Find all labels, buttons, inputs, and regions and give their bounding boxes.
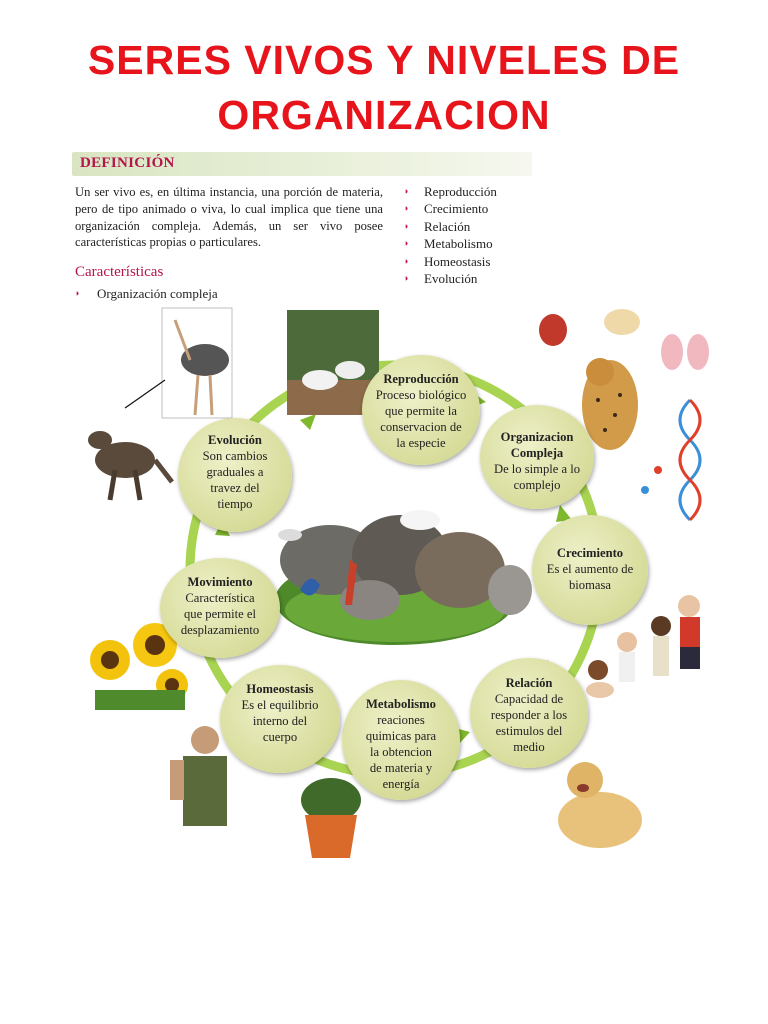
bubble-title: Movimiento [187,575,253,589]
page-title-line-1: SERES VIVOS Y NIVELES DE [87,37,681,83]
arrow-icon [300,414,316,430]
bubble-text: travez del [210,481,260,495]
list-item: ◗ Evolución [404,270,497,287]
bubble-text: interno del [252,714,308,728]
lungs-illustration [661,334,709,370]
bubble-movimiento [160,558,280,658]
bubble-text: responder a los [490,708,568,722]
bubble-text: desplazamiento [180,623,260,637]
bubble-text: estimulos del [495,724,563,738]
bubble-metabolismo [342,680,460,800]
bubble-text: Es el aumento de [546,562,634,576]
man-illustration [170,726,227,826]
bubble-reproduccion [362,355,480,465]
bubble-organizacion-compleja [480,405,594,509]
bubble-text: complejo [513,478,561,492]
bubble-text: cuerpo [262,730,298,744]
bubble-text: que permite la [384,404,458,418]
bubble-text: Capacidad de [494,692,564,706]
list-item: ◗ Reproducción [404,183,497,200]
bubble-title: Reproducción [383,372,459,386]
bubble-text: la obtencion [370,745,432,759]
definition-heading: DEFINICIÓN [80,155,175,171]
bubble-title: Relación [505,676,553,690]
bubble-text: reaciones [377,713,425,727]
bubble-title: Homeostasis [246,682,314,696]
bubble-title: Crecimiento [556,546,624,560]
page-title-line-2: ORGANIZACION [217,92,551,138]
bubble-text: Es el equilibrio [241,698,319,712]
bubble-text: conservacion de [380,420,462,434]
bubble-relacion [470,658,588,768]
bubble-crecimiento [532,515,648,625]
bubble-text: de materia y [369,761,433,775]
list-item: ◗ Metabolismo [404,235,497,252]
bubble-text: biomasa [569,578,611,592]
bubble-title: Organizacion [500,430,574,444]
bubble-text: que permite el [183,607,257,621]
dinosaur-illustration [80,420,175,515]
bubble-homeostasis [220,665,340,773]
bubble-text: Proceso biológico [375,388,467,402]
list-item: ◗ Relación [404,218,497,235]
bubble-text: medio [513,740,545,754]
list-item: ◗ Organización compleja [75,285,218,302]
bubble-evolucion [178,418,292,532]
bubble-title: Metabolismo [366,697,436,711]
bubble-title: Evolución [208,433,262,447]
brain-illustration [604,309,640,335]
bubble-text: tiempo [217,497,253,511]
lion-cub-illustration [558,762,642,848]
bubble-text: graduales a [206,465,264,479]
heart-illustration [539,314,567,346]
bubble-text: la especie [396,436,446,450]
central-animals-illustration [275,510,532,645]
bubble-text: De lo simple a lo [493,462,581,476]
list-item: ◗ Crecimiento [404,200,497,217]
bubble-text: quimicas para [365,729,437,743]
bubble-text: Característica [185,591,255,605]
bubble-text: energía [382,777,420,791]
characteristics-heading: Características [75,264,164,280]
bubble-title: Compleja [510,446,564,460]
ostrich-illustration [125,308,232,418]
definition-paragraph: Un ser vivo es, en última instancia, una porción de materia, pero de tipo animado o viva, lo cual implica que tiene una organización compleja. Además, un ser vivo posee características propias o particulares. [75,185,383,250]
list-item: ◗ Homeostasis [404,253,497,270]
bubble-text: Son cambios [202,449,268,463]
